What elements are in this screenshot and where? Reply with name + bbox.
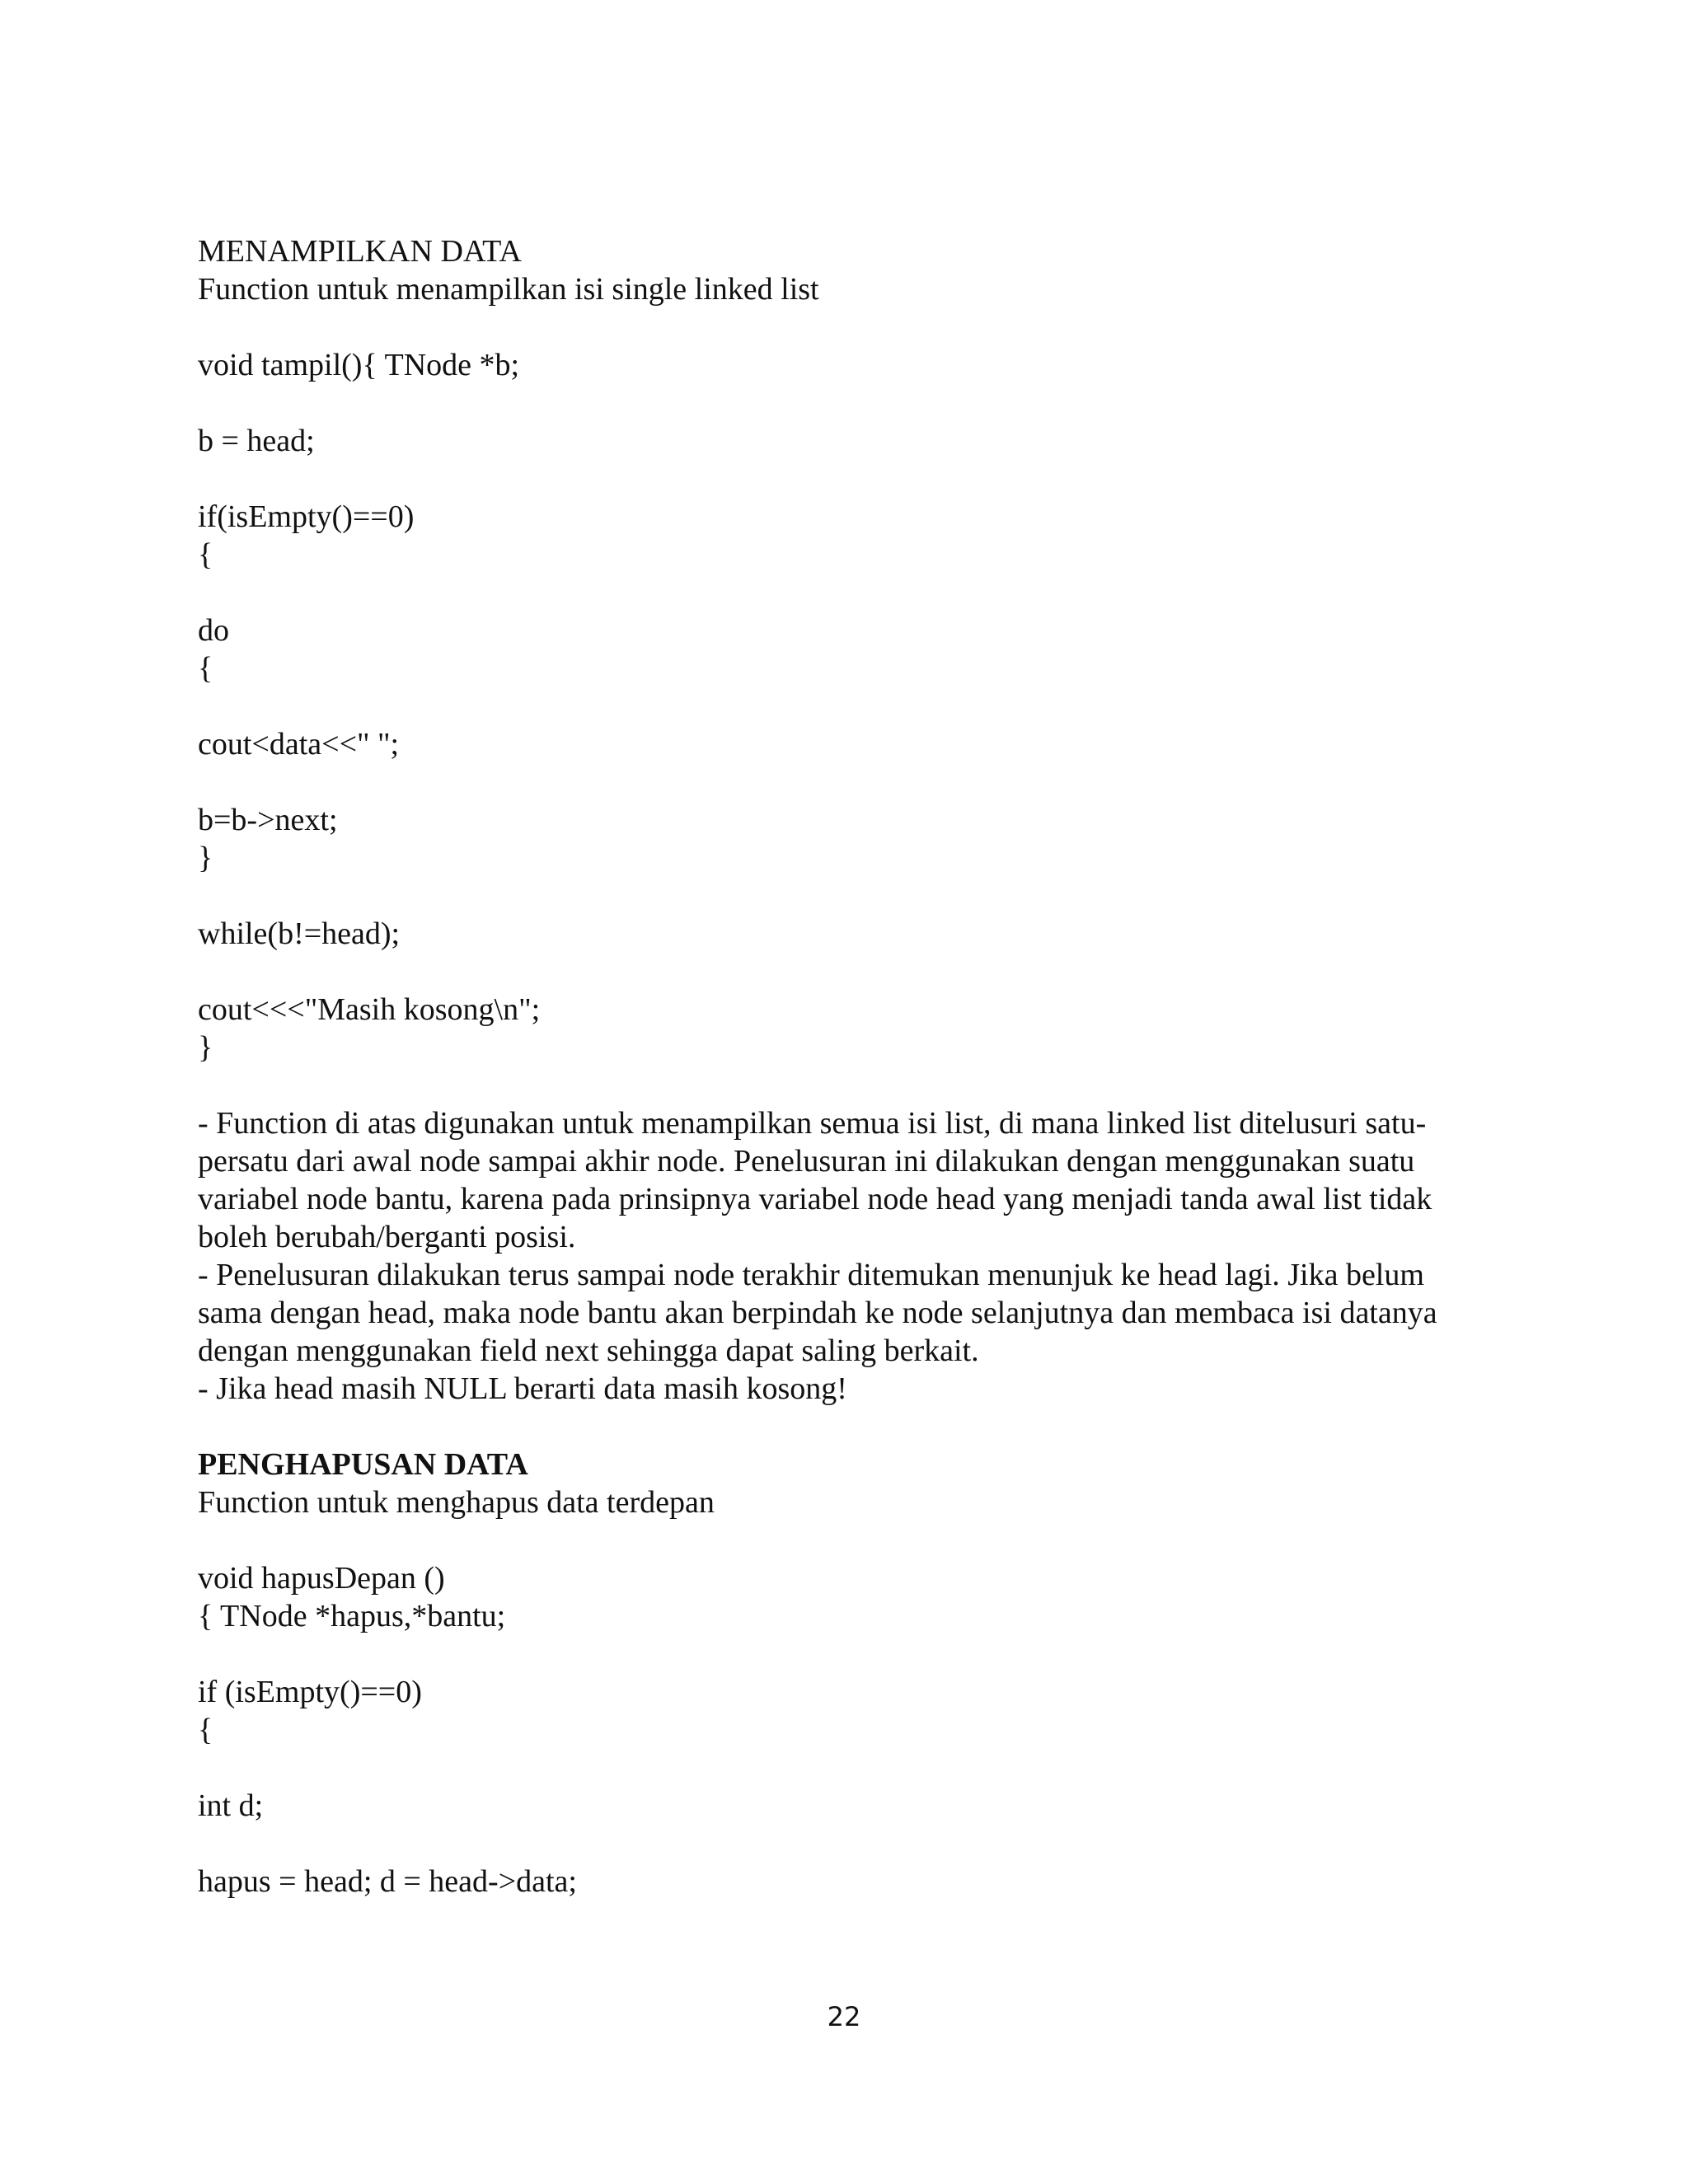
explanation-line: boleh berubah/berganti posisi. [198,1220,576,1254]
explanation-line: sama dengan head, maka node bantu akan berpindah ke node selanjutnya dan membaca isi datanya [198,1296,1437,1330]
code-block-tampil [198,346,1500,1066]
section-subtitle: Function untuk menampilkan isi single linked list [198,272,819,307]
explanation-line: dengan menggunakan field next sehingga dapat saling berkait. [198,1333,979,1368]
code-line: int d; [198,1788,264,1823]
code-line: b=b->next; [198,803,338,837]
spacer [198,384,1500,422]
spacer [198,687,1500,725]
spacer [198,877,1500,915]
code-line: cout<data<<" "; [198,727,400,762]
spacer [198,1521,1500,1559]
spacer [198,1408,1500,1446]
explanation-paragraph [198,1104,1500,1408]
spacer [198,574,1500,612]
spacer [198,460,1500,498]
explanation-line: - Function di atas digunakan untuk menampilkan semua isi list, di mana linked list ditelusuri satu- [198,1106,1427,1141]
code-line: void hapusDepan () [198,1561,445,1596]
page-content [198,232,1500,1900]
code-line: void tampil(){ TNode *b; [198,348,520,382]
section-subtitle: Function untuk menghapus data terdepan [198,1485,715,1520]
explanation-line: - Penelusuran dilakukan terus sampai node terakhir ditemukan menunjuk ke head lagi. Jika belum [198,1258,1424,1292]
code-line: { TNode *hapus,*bantu; [198,1599,506,1633]
code-line: { [198,651,213,686]
code-line: } [198,1030,213,1065]
code-line: if(isEmpty()==0) [198,499,415,534]
spacer [198,763,1500,801]
explanation-line: variabel node bantu, karena pada prinsipnya variabel node head yang menjadi tanda awal list tidak [198,1182,1432,1216]
code-line: do [198,613,229,648]
spacer [198,953,1500,991]
code-line: hapus = head; d = head->data; [198,1864,577,1899]
code-line: } [198,841,213,875]
spacer [198,1066,1500,1104]
explanation-line: - Jika head masih NULL berarti data masih kosong! [198,1371,847,1406]
code-line: { [198,537,213,572]
section-heading-menampilkan-data: MENAMPILKAN DATA [198,234,522,269]
spacer [198,1749,1500,1787]
page-number: 22 [827,2001,861,2032]
explanation-line: persatu dari awal node sampai akhir node. Penelusuran ini dilakukan dengan menggunakan suatu [198,1144,1415,1179]
spacer [198,1635,1500,1673]
code-line: if (isEmpty()==0) [198,1675,422,1709]
code-line: b = head; [198,424,315,458]
section-heading-penghapusan-data: PENGHAPUSAN DATA [198,1447,528,1482]
code-line: while(b!=head); [198,916,401,951]
code-block-hapus-depan [198,1559,1500,1900]
spacer [198,308,1500,346]
spacer [198,1825,1500,1863]
code-line: cout<<<"Masih kosong\n"; [198,992,541,1027]
code-line: { [198,1713,213,1747]
